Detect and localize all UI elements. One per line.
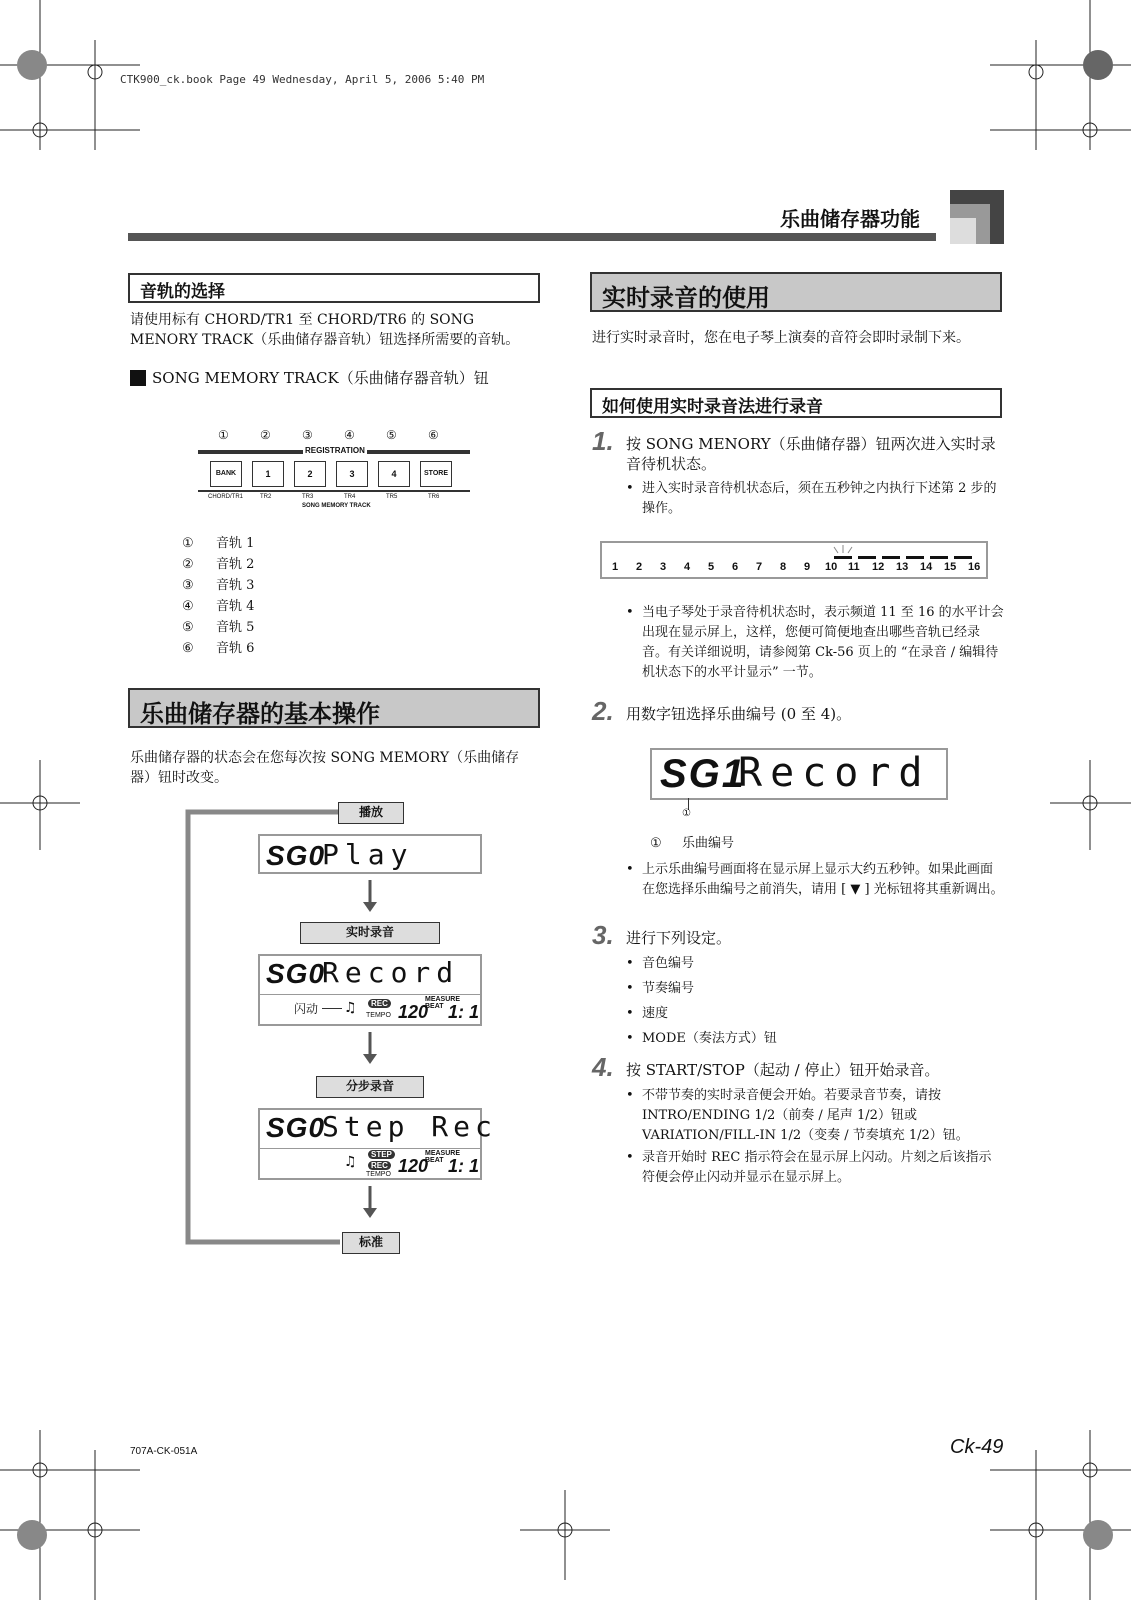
legend-num: ② (182, 557, 194, 572)
legend-text: 音轨 3 (216, 578, 255, 593)
track-button-4[interactable]: 4 (378, 461, 410, 487)
display-song-num: SG1 (660, 752, 747, 796)
step-2-bullet: 上示乐曲编号画面将在显示屏上显示大约五秒钟。如果此画面在您选择乐曲编号之前消失，请用 [ ▼ ] 光标钮将其重新调出。 (642, 862, 1004, 897)
realtime-section-title: 实时录音的使用 (590, 272, 1002, 312)
track-label-6: TR6 (428, 494, 440, 500)
legend-text: 音轨 5 (216, 620, 255, 635)
step-label: 分步录音 (316, 1076, 424, 1098)
step-2-legend-num: ① (650, 836, 662, 851)
tempo-label: TEMPO (366, 1012, 391, 1019)
step-4-bullet-2: 录音开始时 REC 指示符会在显示屏上闪动。片刻之后该指示符便会停止闪动并显示在显示屏上。 (642, 1150, 992, 1185)
legend-num: ⑥ (182, 641, 194, 656)
tempo-value: 120 (398, 1156, 429, 1176)
legend-num: ① (182, 536, 194, 551)
song-number-display (650, 748, 948, 800)
normal-label: 标准 (342, 1232, 400, 1254)
rec-badge: REC (368, 999, 391, 1008)
step-1-number: 1. (592, 426, 614, 456)
step-3-list: 音色编号 节奏编号 速度 MODE（奏法方式）钮 (642, 956, 777, 1046)
step-1-bullet: 进入实时录音待机状态后，须在五秒钟之内执行下述第 2 步的操作。 (642, 481, 997, 516)
basic-section-title: 乐曲储存器的基本操作 (128, 688, 540, 728)
track-button-3[interactable]: 3 (336, 461, 368, 487)
legend-text: 音轨 1 (216, 536, 255, 551)
play-label: 播放 (338, 802, 404, 824)
step-3-text: 进行下列设定。 (626, 929, 732, 947)
realtime-label: 实时录音 (300, 922, 440, 944)
rec-badge: REC (368, 1161, 391, 1170)
howto-title: 如何使用实时录音法进行录音 (590, 388, 1002, 418)
step-song-num: SG0 (266, 1112, 326, 1143)
metronome-icon: ♫ (344, 1000, 357, 1016)
page-number: Ck-49 (950, 1436, 1004, 1458)
step-2-legend-text: 乐曲编号 (682, 836, 735, 851)
print-header: CTK900_ck.book Page 49 Wednesday, April 5, 2006 5:40 PM (120, 73, 485, 86)
step-1-bullet-2: 当电子琴处于录音待机状态时，表示频道 11 至 16 的水平计会出现在显示屏上，这样，您便可简便地查出哪些音轨已经录音。有关详细说明，请参阅第 Ck-56 页上的 “在录音 / 编辑待机状态下的水平计显示” 一节。 (642, 605, 1004, 680)
beat-value: 1: 1 (448, 1156, 480, 1176)
track-label-5: TR5 (386, 494, 398, 500)
legend-text: 音轨 4 (216, 599, 255, 614)
down-arrow-icon (362, 1186, 378, 1220)
header-rule (128, 233, 936, 241)
play-word: Play (322, 838, 414, 871)
track-label-1: CHORD/TR1 (208, 494, 244, 500)
step-4-number: 4. (592, 1052, 614, 1082)
legend-num: ④ (182, 599, 194, 614)
track-button-heading: SONG MEMORY TRACK（乐曲储存器音轨）钮 (152, 369, 489, 387)
step-2-number: 2. (592, 696, 614, 726)
play-display (258, 834, 482, 874)
display-word: Record (738, 750, 931, 796)
legend-text: 音轨 6 (216, 641, 255, 656)
play-song-num: SG0 (266, 840, 326, 871)
step-badge: STEP (368, 1150, 395, 1159)
legend-text: 音轨 2 (216, 557, 255, 572)
step-word: Step Rec (322, 1110, 497, 1143)
down-arrow-icon (362, 880, 378, 914)
track-legend (182, 534, 302, 660)
record-word: Record (322, 956, 460, 989)
tempo-label: TEMPO (366, 1171, 391, 1178)
legend-num: ③ (182, 578, 194, 593)
footer-code: 707A-CK-051A (130, 1446, 198, 1457)
chapter-title: 乐曲储存器功能 (780, 207, 920, 231)
down-arrow-icon (362, 1032, 378, 1066)
track-button-diagram (198, 428, 470, 513)
track-label-4: TR4 (344, 494, 356, 500)
flash-label: 闪动 (294, 1002, 319, 1016)
display-callout: ① (682, 808, 691, 819)
channel-level-meter: 1 2 3 4 5 6 7 8 9 10 11 12 13 14 15 16 (600, 541, 988, 579)
store-button[interactable]: STORE (420, 461, 452, 487)
track-intro: 请使用标有 CHORD/TR1 至 CHORD/TR6 的 SONG MENORY TRACK（乐曲储存器音轨）钮选择所需要的音轨。 (130, 312, 520, 348)
tempo-value: 120 (398, 1002, 429, 1022)
track-button-2[interactable]: 2 (294, 461, 326, 487)
step-2-text: 用数字钮选择乐曲编号 (0 至 4)。 (626, 705, 852, 723)
measure-beat-label: MEASURE BEAT (425, 996, 461, 1010)
step-display (258, 1108, 497, 1180)
step-4-text: 按 START/STOP（起动 / 停止）钮开始录音。 (626, 1061, 940, 1079)
callout-5: ⑤ (386, 428, 397, 442)
bank-button[interactable]: BANK (210, 461, 242, 487)
record-song-num: SG0 (266, 958, 326, 989)
step-1-text: 按 SONG MENORY（乐曲储存器）钮两次进入实时录音待机状态。 (626, 435, 996, 473)
measure-beat-label: MEASURE BEAT (425, 1150, 461, 1164)
callout-2: ② (260, 428, 271, 442)
realtime-intro: 进行实时录音时，您在电子琴上演奏的音符会即时录制下来。 (592, 330, 970, 346)
track-section-title: 音轨的选择 (128, 273, 540, 303)
legend-num: ⑤ (182, 620, 194, 635)
record-display (258, 954, 482, 1026)
step-4-bullet-1: 不带节奏的实时录音便会开始。若要录音节奏，请按 INTRO/ENDING 1/2（前奏 / 尾声 1/2）钮或 VARIATION/FILL-IN 1/2（变奏 / 节奏填充 1/2）钮。 (642, 1088, 969, 1143)
beat-value: 1: 1 (448, 1002, 480, 1022)
callout-6: ⑥ (428, 428, 439, 442)
track-label-2: TR2 (260, 494, 272, 500)
step-3-number: 3. (592, 920, 614, 950)
square-bullet-icon (130, 370, 146, 386)
registration-label: REGISTRATION (305, 446, 365, 455)
track-button-1[interactable]: 1 (252, 461, 284, 487)
callout-3: ③ (302, 428, 313, 442)
track-label-3: TR3 (302, 494, 314, 500)
callout-1: ① (218, 428, 229, 442)
metronome-icon: ♫ (344, 1154, 357, 1170)
callout-4: ④ (344, 428, 355, 442)
song-memory-track-label: SONG MEMORY TRACK (302, 503, 371, 509)
basic-intro: 乐曲储存器的状态会在您每次按 SONG MEMORY（乐曲储存器）钮时改变。 (130, 750, 520, 786)
